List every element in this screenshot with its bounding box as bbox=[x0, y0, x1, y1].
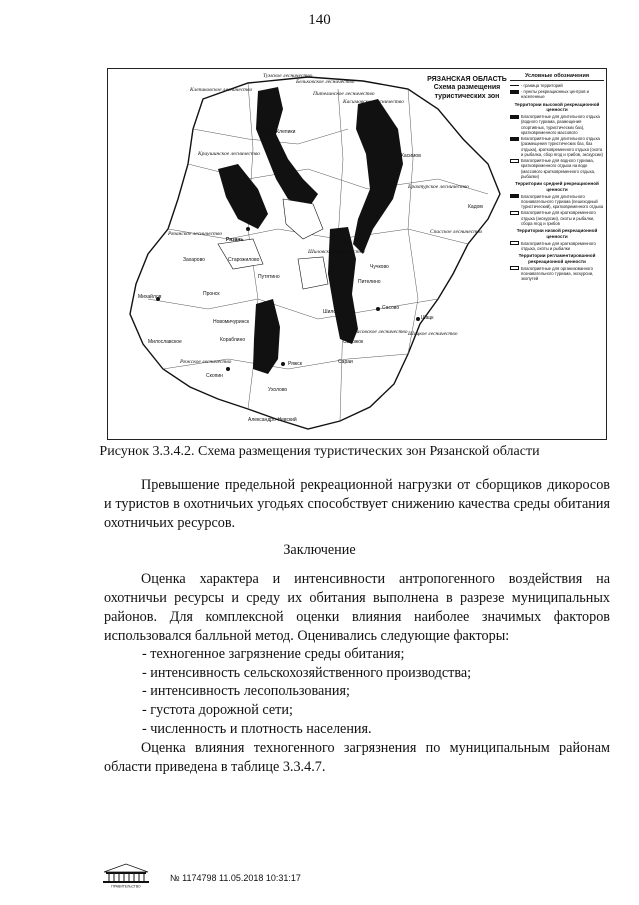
town-marker-sasovo bbox=[376, 307, 380, 311]
town-label: Захарово bbox=[183, 257, 205, 263]
map-label: Рязанское лесничество bbox=[168, 231, 223, 237]
legend-swatch bbox=[510, 137, 519, 141]
legend-text: - граница территорий bbox=[521, 82, 563, 88]
legend-row bbox=[510, 194, 604, 210]
figure-caption: Рисунок 3.3.4.2. Схема размещения туристических зон Рязанской области bbox=[99, 444, 540, 459]
map-label: Шацкое лесничество bbox=[408, 331, 458, 337]
legend-title: Условные обозначения bbox=[510, 73, 604, 81]
stamp-text: ПРАВИТЕЛЬСТВО bbox=[111, 884, 141, 888]
document-registration: № 1174798 11.05.2018 10:31:17 bbox=[170, 873, 301, 883]
legend-text: Благоприятные для длительного отдыха (водного туризма, размещения спортивных, туристических баз), кратковременного массового bbox=[521, 114, 600, 135]
map-label: Тумское лесничество bbox=[263, 73, 313, 79]
town-marker-ryazhsk bbox=[281, 362, 285, 366]
map-label: Сасовское лесничество bbox=[353, 329, 408, 335]
legend-swatch bbox=[510, 194, 519, 198]
town-label: Рязань bbox=[226, 237, 244, 243]
legend-swatch bbox=[510, 211, 519, 215]
section-heading: Заключение bbox=[283, 542, 356, 558]
town-marker-ryazan bbox=[246, 227, 250, 231]
map-label: Касимовское лесничество bbox=[343, 99, 404, 105]
list-item: - численность и плотность населения. bbox=[142, 720, 372, 737]
town-label: Пронск bbox=[203, 291, 220, 297]
town-label: Кадом bbox=[468, 204, 483, 210]
legend-section: Территории средней рекреационной ценности bbox=[515, 181, 599, 192]
legend-swatch bbox=[510, 90, 519, 94]
legend-section: Территории регламентированной рекреационной ценности bbox=[518, 253, 596, 264]
paragraph-assessment: Оценка характера и интенсивности антропогенного воздействия на охотничьи ресурсы и среду их обитания выполнена в разрезе муниципальных районов. Для комплексной оценки влияния наиболее значимых факторов использовался балльной метод. Оценивались следующие факторы: bbox=[104, 571, 610, 644]
legend-text: Благоприятные для длительного познавательного туризма (пешеходный туристический), кратковременного отдыха bbox=[521, 193, 604, 210]
town-label: Сапожок bbox=[343, 339, 364, 345]
legend-swatch bbox=[510, 266, 519, 270]
town-label: Чучково bbox=[370, 264, 389, 270]
map-label: Пителинское лесничество bbox=[313, 91, 375, 97]
map-label: Клепиковское лесничество bbox=[190, 87, 253, 93]
town-label: Александро-Невский bbox=[248, 417, 297, 423]
map-legend bbox=[510, 73, 604, 282]
legend-text: Благоприятные для кратковременного отдыха, охоты и рыбалки bbox=[521, 240, 596, 251]
list-item: - техногенное загрязнение среды обитания; bbox=[142, 646, 405, 662]
legend-swatch bbox=[510, 159, 519, 163]
town-marker-skopin bbox=[226, 367, 230, 371]
legend-text: Благоприятные для организованного познавательного туризма, экскурсии, экопутей bbox=[521, 265, 594, 281]
legend-row bbox=[510, 83, 604, 88]
town-label: Сараи bbox=[338, 359, 353, 365]
map-label: Ряжское лесничество bbox=[180, 359, 232, 365]
legend-row bbox=[510, 210, 604, 226]
town-label: Путятино bbox=[258, 274, 280, 280]
town-label: Шилово bbox=[323, 309, 342, 315]
legend-row bbox=[510, 89, 604, 100]
town-label: Сасово bbox=[382, 305, 400, 311]
town-label: Ряжск bbox=[288, 361, 302, 367]
paragraph-recreational-load: Превышение предельной рекреационной нагрузки от сборщиков дикоросов и туристов в охотничьих угодьях способствует снижению качества среды обитания охотничьих ресурсов. bbox=[104, 477, 610, 531]
map-title: РЯЗАНСКАЯ ОБЛАСТЬ Схема размещения туристических зон bbox=[427, 76, 507, 100]
map-label: Шиловское лесничество bbox=[308, 249, 365, 255]
legend-text: Благоприятные для водного туризма, кратковременного отдыха на воде (массового кратковременного отдыха, рыбалки) bbox=[521, 158, 596, 179]
town-label: Кораблино bbox=[220, 337, 246, 343]
town-marker-kasimov bbox=[396, 157, 400, 161]
paragraph-block bbox=[104, 476, 610, 533]
map-figure bbox=[107, 68, 607, 440]
map-label: Спасское лесничество bbox=[430, 229, 483, 235]
legend-section: Территории низкой рекреационной ценности bbox=[516, 228, 598, 239]
legend-row bbox=[510, 241, 604, 252]
legend-text: - пункты рекреационных центров и населенные bbox=[521, 89, 589, 100]
map-label: Криушинское лесничество bbox=[198, 151, 260, 157]
legend-swatch bbox=[510, 115, 519, 119]
legend-row bbox=[510, 158, 604, 179]
town-label: Милославское bbox=[148, 339, 182, 345]
town-label: Скопин bbox=[206, 373, 223, 379]
legend-text: Благоприятные для кратковременного отдыха (экскурсии), охоты и рыбалки, сбора ягод и грибов bbox=[521, 210, 596, 226]
list-item: - интенсивность лесопользования; bbox=[142, 683, 350, 700]
legend-row bbox=[510, 114, 604, 135]
town-label: Спас-Клепики bbox=[263, 129, 296, 135]
paragraph-block bbox=[104, 739, 610, 777]
town-label: Шацк bbox=[421, 315, 434, 321]
town-marker-shatsk bbox=[416, 317, 420, 321]
paragraph-table-ref: Оценка влияния техногенного загрязнения по муниципальным районам области приведена в таблице 3.3.4.7. bbox=[104, 740, 610, 775]
factor-list bbox=[142, 645, 602, 739]
list-item: - интенсивность сельскохозяйственного производства; bbox=[142, 664, 472, 681]
town-label: Михайлов bbox=[138, 294, 162, 300]
town-label: Ухолово bbox=[268, 387, 288, 393]
list-item: - густота дорожной сети; bbox=[142, 702, 293, 719]
paragraph-block bbox=[104, 570, 610, 646]
legend-row bbox=[510, 266, 604, 282]
legend-text: Благоприятные для длительного отдыха (размещения туристических баз, баз отдыха), кратковременного отдыха (охота и рыбалка, сбор ягод и грибов, экскурсии) bbox=[521, 136, 603, 157]
town-label: Новомичуринск bbox=[213, 319, 250, 325]
government-building-icon bbox=[100, 862, 152, 888]
town-label: Старожилово bbox=[228, 257, 260, 263]
legend-row bbox=[510, 136, 604, 157]
legend-swatch bbox=[510, 85, 519, 86]
page-number: 140 bbox=[308, 12, 331, 28]
map-label: Бельковское лесничество bbox=[296, 79, 355, 85]
town-label: Касимов bbox=[401, 153, 421, 159]
medium-value-zone-3 bbox=[298, 257, 328, 289]
legend-swatch bbox=[510, 241, 519, 245]
legend-section: Территории высокой рекреационной ценности bbox=[514, 101, 600, 113]
map-label: Ерахтурское лесничество bbox=[408, 184, 469, 190]
town-label: Пителино bbox=[358, 279, 381, 285]
document-footer bbox=[100, 862, 420, 892]
